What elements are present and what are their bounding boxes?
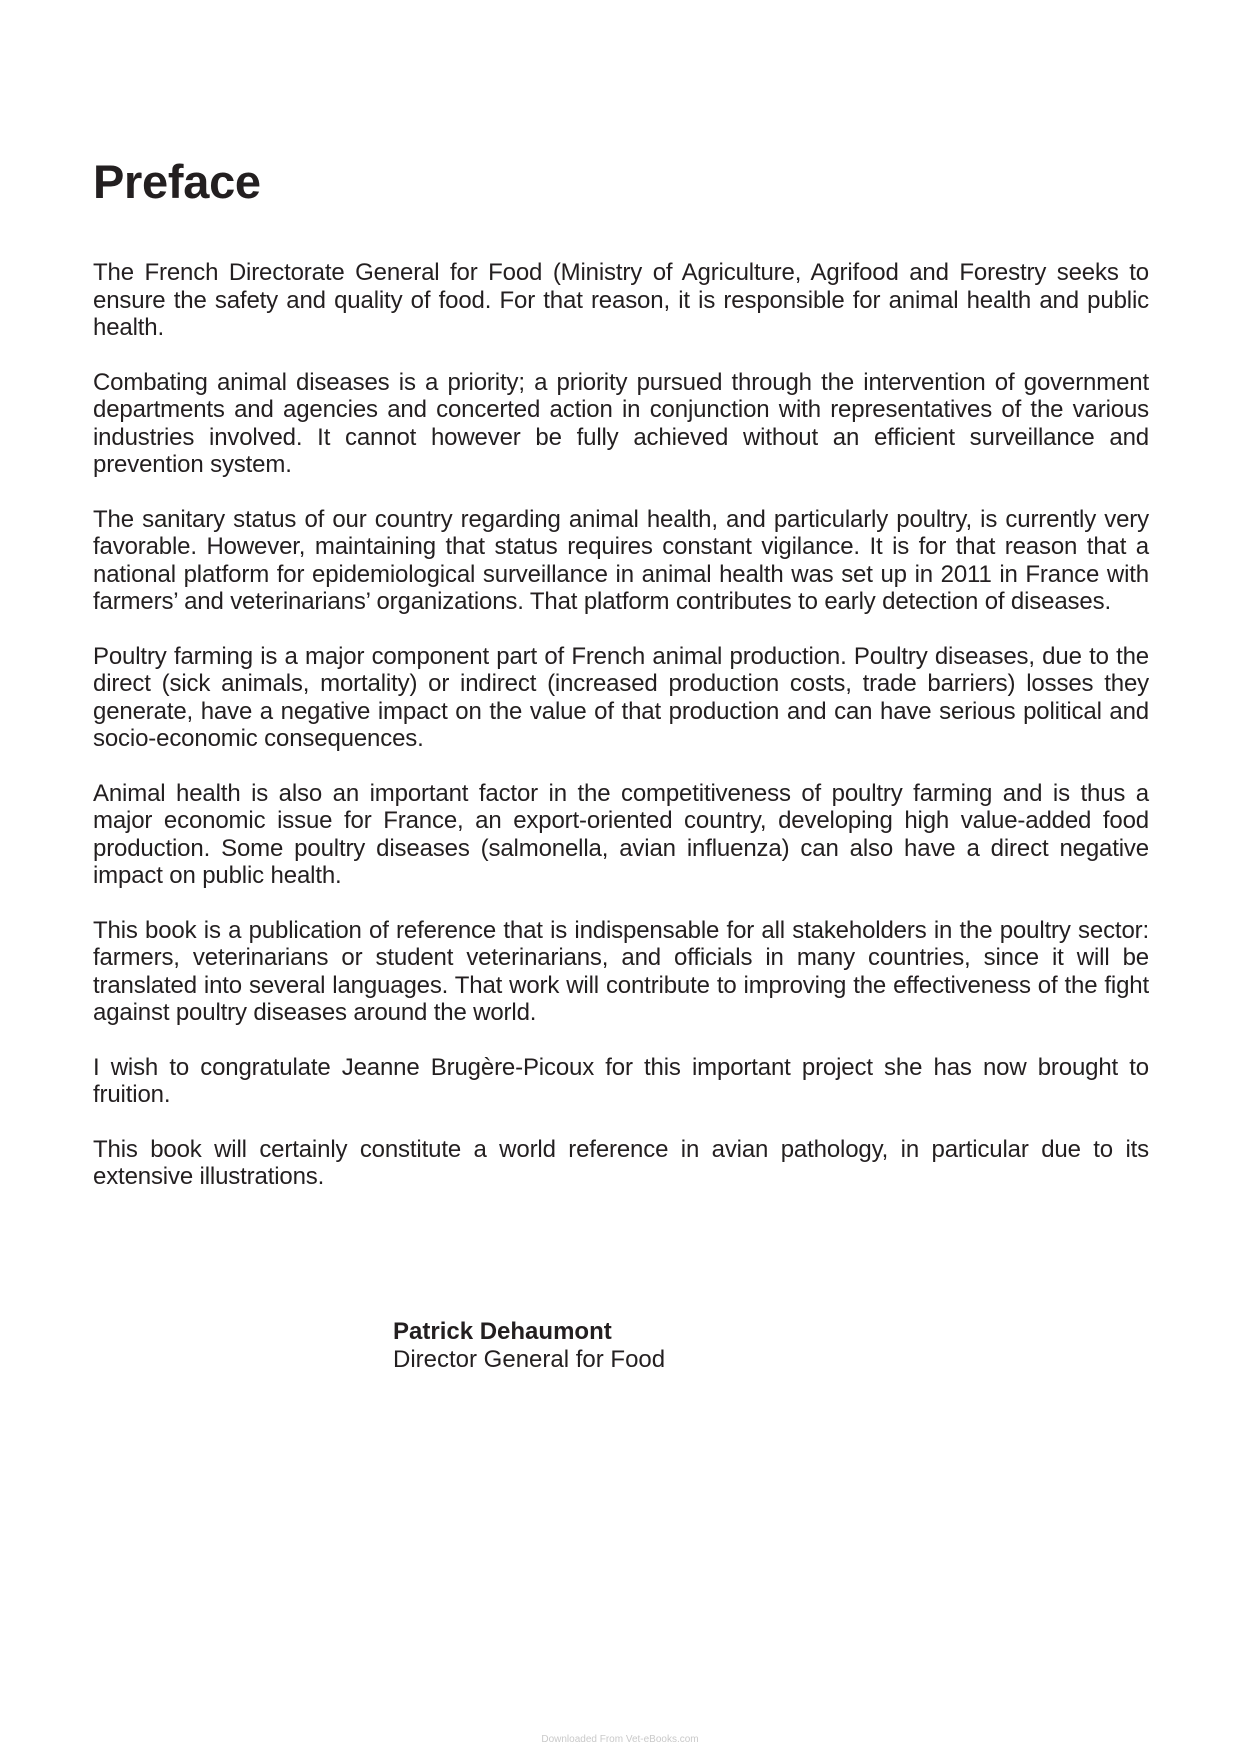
paragraph-3: The sanitary status of our country regarding animal health, and particularly poultry, is currently very favorable. However, maintaining that status requires constant vigilance. It is for that reason that a national platform for epidemiological surveillance in animal health was set up in 2011 in France with farmers’ and veterinarians’ organizations. That platform contributes to early detection of diseases.: [93, 505, 1149, 615]
page-title: Preface: [93, 155, 261, 208]
preface-body: [93, 259, 1149, 1218]
paragraph-1: The French Directorate General for Food (Ministry of Agriculture, Agrifood and Forestry seeks to ensure the safety and quality of food. For that reason, it is responsible for animal health and public health.: [93, 259, 1149, 341]
paragraph-8: This book will certainly constitute a world reference in avian pathology, in particular due to its extensive illustrations.: [93, 1135, 1149, 1190]
paragraph-7: I wish to congratulate Jeanne Brugère-Picoux for this important project she has now brought to fruition.: [93, 1053, 1149, 1108]
paragraph-4: Poultry farming is a major component part of French animal production. Poultry diseases, due to the direct (sick animals, mortality) or indirect (increased production costs, trade barriers) losses they generate, have a negative impact on the value of that production and can have serious political and socio-economic consequences.: [93, 642, 1149, 752]
paragraph-6: This book is a publication of reference that is indispensable for all stakeholders in the poultry sector: farmers, veterinarians or student veterinarians, and officials in many countries, since it will be translated into several languages. That work will contribute to improving the effectiveness of the fight against poultry diseases around the world.: [93, 916, 1149, 1026]
signature-role: Director General for Food: [393, 1346, 666, 1373]
signature-name: Patrick Dehaumont: [393, 1318, 612, 1345]
footer-watermark: Downloaded From Vet-eBooks.com: [541, 1734, 699, 1745]
paragraph-2: Combating animal diseases is a priority; a priority pursued through the intervention of government departments and agencies and concerted action in conjunction with representatives of the various industries involved. It cannot however be fully achieved without an efficient surveillance and prevention system.: [93, 368, 1149, 478]
signature-block: [393, 1318, 665, 1374]
paragraph-5: Animal health is also an important factor in the competitiveness of poultry farming and is thus a major economic issue for France, an export-oriented country, developing high value-added food production. Some poultry diseases (salmonella, avian influenza) can also have a direct negative impact on public health.: [93, 779, 1149, 889]
